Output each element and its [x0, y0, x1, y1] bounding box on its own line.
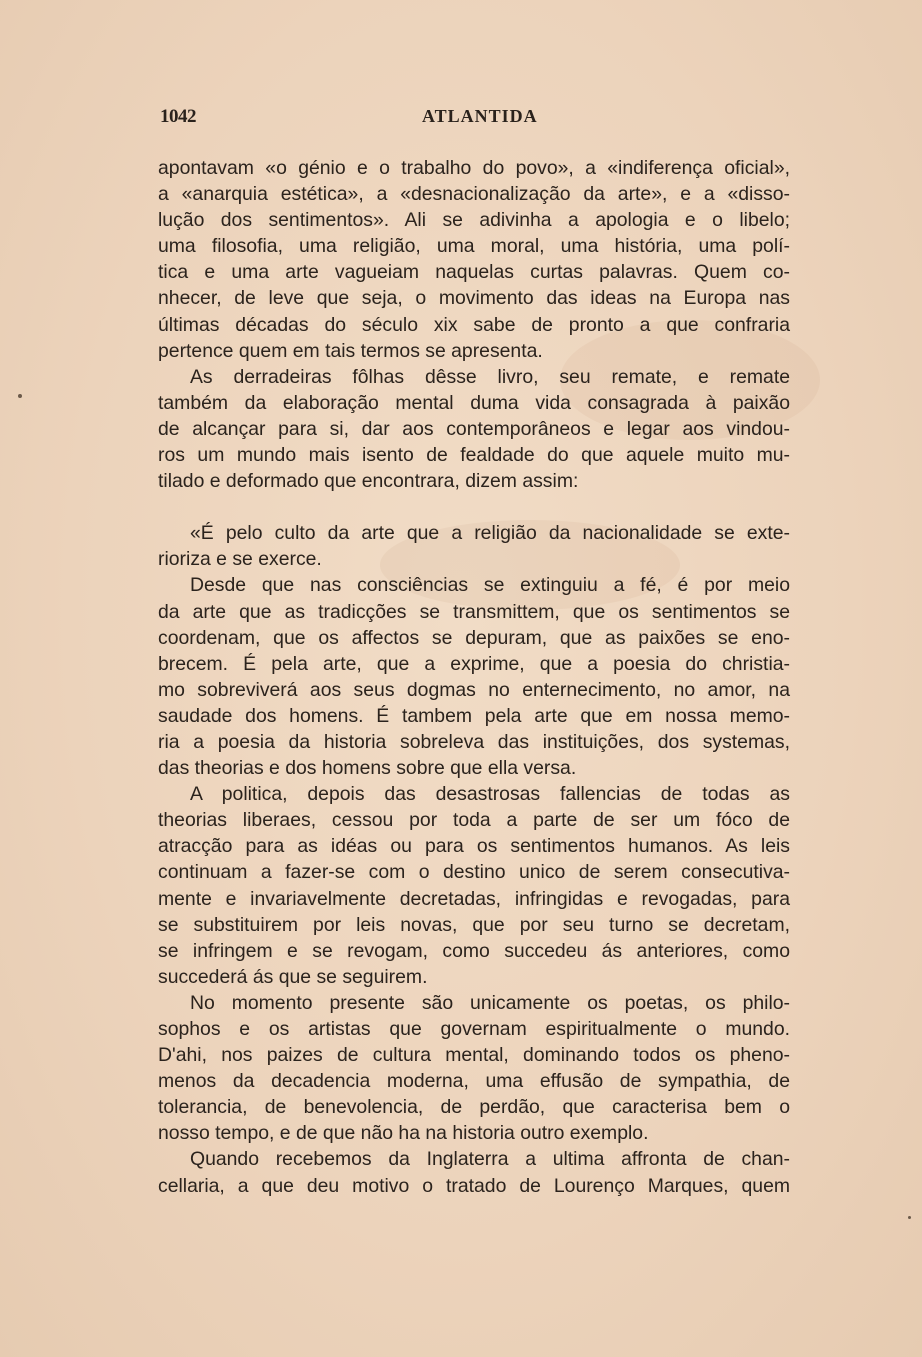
text-line: se substituirem por leis novas, que por seu turno se decretam, [158, 913, 790, 936]
text-line: tica e uma arte vagueiam naquelas curtas palavras. Quem co- [158, 261, 790, 284]
text-line: das theorias e dos homens sobre que ella versa. [158, 757, 577, 780]
text-line: lução dos sentimentos». Ali se adivinha a apologia e o libelo; [158, 209, 790, 232]
text-line: Quando recebemos da Inglaterra a ultima affronta de chan- [190, 1148, 790, 1171]
text-line: menos da decadencia moderna, uma effusão de sympathia, de [158, 1070, 790, 1093]
paragraph [158, 781, 790, 807]
paragraph [158, 572, 790, 598]
paragraph [158, 807, 790, 964]
journal-title: ATLANTIDA [422, 106, 538, 126]
text-line: atracção para as idéas ou para os sentimentos humanos. As leis [158, 835, 790, 858]
text-line: ros um mundo mais isento de fealdade do que aquele muito mu- [158, 444, 790, 467]
text-line: tolerancia, de benevolencia, de perdão, que caracterisa bem o [158, 1096, 790, 1119]
text-line: últimas décadas do século xix sabe de pronto a que confraria [158, 313, 790, 336]
paragraph-end-line [158, 755, 790, 781]
text-line: succederá ás que se seguirem. [158, 965, 428, 988]
text-line: mente e invariavelmente decretadas, infringidas e revogadas, para [158, 887, 790, 910]
paragraph [158, 155, 790, 338]
text-line: Desde que nas consciências se extinguiu a fé, é por meio [190, 574, 790, 597]
paragraph [158, 1016, 790, 1120]
text-line: continuam a fazer-se com o destino unico de serem consecutiva- [158, 861, 790, 884]
text-line: «É pelo culto da arte que a religião da nacionalidade se exte- [190, 522, 790, 545]
text-line: cellaria, a que deu motivo o tratado de Lourenço Marques, quem [158, 1174, 790, 1197]
text-line: uma filosofia, uma religião, uma moral, uma história, uma polí- [158, 235, 790, 258]
text-line: A politica, depois das desastrosas fallencias de todas as [190, 783, 790, 806]
paragraph-end-line [158, 468, 790, 494]
text-line: D'ahi, nos paizes de cultura mental, dominando todos os pheno- [158, 1044, 790, 1067]
text-line: da arte que as tradicções se transmittem, que os sentimentos se [158, 600, 790, 623]
text-line: No momento presente são unicamente os poetas, os philo- [190, 991, 790, 1014]
ink-speck [908, 1216, 911, 1219]
text-line: rioriza e se exerce. [158, 548, 322, 571]
paragraph [158, 990, 790, 1016]
text-line: saudade dos homens. É tambem pela arte que em nossa memo- [158, 704, 790, 727]
paragraph [158, 364, 790, 390]
text-line: theorias liberaes, cessou por toda a parte de ser um fóco de [158, 809, 790, 832]
text-line: de alcançar para si, dar aos contemporâneos e legar aos vindou- [158, 417, 790, 440]
text-line: apontavam «o génio e o trabalho do povo», a «indiferença oficial», [158, 157, 790, 179]
text-line: pertence quem em tais termos se apresenta. [158, 339, 543, 362]
text-line: tilado e deformado que encontrara, dizem assim: [158, 470, 579, 493]
text-line: As derradeiras fôlhas dêsse livro, seu remate, e remate [190, 365, 790, 388]
text-line: nosso tempo, e de que não ha na historia outro exemplo. [158, 1122, 649, 1145]
ink-speck [18, 394, 22, 398]
text-line: também da elaboração mental duma vida consagrada à paixão [158, 391, 790, 414]
text-line: se infringem e se revogam, como succedeu ás anteriores, como [158, 939, 790, 962]
running-head [160, 103, 790, 133]
text-line: mo sobreviverá aos seus dogmas no enternecimento, no amor, na [158, 678, 790, 701]
text-line: ria a poesia da historia sobreleva das instituições, dos systemas, [158, 730, 790, 753]
paragraph-end-line [158, 546, 790, 572]
paragraph [158, 1146, 790, 1172]
quote-paragraph [158, 520, 790, 546]
paragraph [158, 390, 790, 468]
body-text [158, 155, 790, 1199]
paragraph [158, 599, 790, 756]
page-number: 1042 [160, 106, 196, 127]
text-line: a «anarquia estética», a «desnacionalização da arte», e a «disso- [158, 183, 790, 206]
text-line: brecem. É pela arte, que a exprime, que a poesia do christia- [158, 652, 790, 675]
paragraph-end-line [158, 338, 790, 364]
paragraph [158, 1173, 790, 1199]
paragraph-end-line [158, 1120, 790, 1146]
text-line: coordenam, que os affectos se depuram, que as paixões se eno- [158, 626, 790, 649]
text-line: nhecer, de leve que seja, o movimento das ideas na Europa nas [158, 287, 790, 310]
paragraph-end-line [158, 964, 790, 990]
text-line: sophos e os artistas que governam espiritualmente o mundo. [158, 1018, 790, 1040]
